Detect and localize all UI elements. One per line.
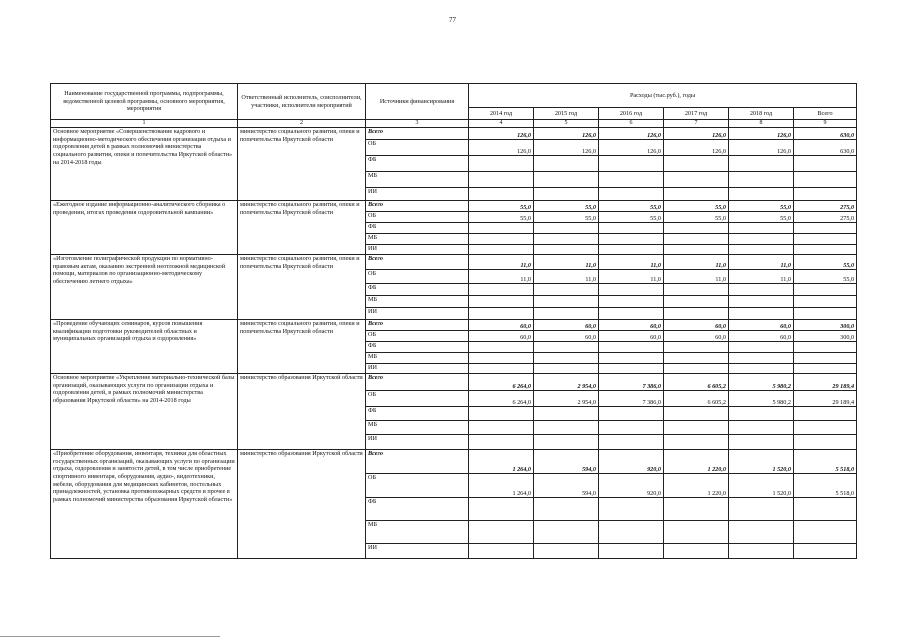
funding-source: ИИ <box>366 245 469 255</box>
funding-source: ФБ <box>366 223 469 234</box>
year-value-cell <box>534 308 599 320</box>
total-value-cell: 300,0 <box>794 320 857 331</box>
funding-source: ФБ <box>366 156 469 172</box>
funding-source: Всего <box>366 128 469 140</box>
activity-executor: министерство образования Иркутской области <box>238 374 366 450</box>
column-number: 4 <box>469 120 534 128</box>
total-value-cell <box>794 296 857 308</box>
year-value-cell: 60,0 <box>729 331 794 342</box>
table-row <box>51 128 857 140</box>
year-value-cell <box>664 544 729 559</box>
year-value-cell <box>534 188 599 201</box>
year-value-cell: 920,0 <box>599 450 664 474</box>
year-value-cell: 55,0 <box>664 201 729 212</box>
year-value-cell: 126,0 <box>534 140 599 156</box>
activity-name: «Проведение обучающих семинаров, курсов повышения квалификации подготовки руководителей областных и муниципальных организаций отдыха и оздоровления» <box>51 320 238 374</box>
year-value-cell <box>729 498 794 521</box>
total-value-cell: 55,0 <box>794 270 857 284</box>
year-value-cell: 1 220,0 <box>664 450 729 474</box>
year-value-cell <box>599 308 664 320</box>
year-value-cell <box>664 245 729 255</box>
year-value-cell: 55,0 <box>599 201 664 212</box>
year-value-cell: 55,0 <box>534 212 599 223</box>
header-year: 2015 год <box>534 108 599 120</box>
header-year: 2016 год <box>599 108 664 120</box>
header-year: 2018 год <box>729 108 794 120</box>
year-value-cell <box>599 296 664 308</box>
year-value-cell <box>729 308 794 320</box>
year-value-cell <box>729 245 794 255</box>
year-value-cell: 55,0 <box>729 212 794 223</box>
activity-executor: министерство социального развития, опеки и попечительства Иркутской области <box>238 128 366 201</box>
total-value-cell: 630,0 <box>794 140 857 156</box>
year-value-cell: 11,0 <box>469 255 534 270</box>
table-row <box>51 255 857 270</box>
year-value-cell: 594,0 <box>534 474 599 498</box>
table-row <box>51 201 857 212</box>
year-value-cell <box>469 223 534 234</box>
table-row <box>51 374 857 391</box>
year-value-cell <box>534 172 599 188</box>
funding-source: ОБ <box>366 212 469 223</box>
year-value-cell <box>469 421 534 435</box>
column-number: 7 <box>664 120 729 128</box>
header-source: Источники финансирования <box>366 84 469 120</box>
year-value-cell <box>534 234 599 245</box>
year-value-cell: 1 520,0 <box>729 450 794 474</box>
year-value-cell <box>664 364 729 374</box>
year-value-cell: 11,0 <box>664 270 729 284</box>
funding-source: ИИ <box>366 308 469 320</box>
year-value-cell: 7 386,0 <box>599 391 664 407</box>
activity-executor: министерство социального развития, опеки и попечительства Иркутской области <box>238 255 366 320</box>
year-value-cell <box>664 435 729 450</box>
year-value-cell <box>534 353 599 364</box>
year-value-cell: 60,0 <box>729 320 794 331</box>
year-value-cell <box>469 308 534 320</box>
year-value-cell <box>599 353 664 364</box>
year-value-cell: 55,0 <box>729 201 794 212</box>
table-row <box>51 450 857 474</box>
year-value-cell: 55,0 <box>534 201 599 212</box>
year-value-cell: 60,0 <box>534 320 599 331</box>
year-value-cell <box>534 245 599 255</box>
year-value-cell <box>469 156 534 172</box>
year-value-cell: 60,0 <box>469 331 534 342</box>
year-value-cell: 1 520,0 <box>729 474 794 498</box>
year-value-cell: 11,0 <box>534 270 599 284</box>
year-value-cell <box>729 296 794 308</box>
year-value-cell <box>664 188 729 201</box>
funding-source: ОБ <box>366 331 469 342</box>
header-year: 2017 год <box>664 108 729 120</box>
year-value-cell: 11,0 <box>469 270 534 284</box>
year-value-cell: 6 264,0 <box>469 391 534 407</box>
year-value-cell <box>664 421 729 435</box>
total-value-cell <box>794 407 857 421</box>
funding-source: ФБ <box>366 342 469 353</box>
column-number: 6 <box>599 120 664 128</box>
column-number: 3 <box>366 120 469 128</box>
year-value-cell: 126,0 <box>729 128 794 140</box>
table-row <box>51 320 857 331</box>
year-value-cell <box>729 421 794 435</box>
activity-executor: министерство образования Иркутской области <box>238 450 366 559</box>
year-value-cell <box>599 407 664 421</box>
total-value-cell: 630,0 <box>794 128 857 140</box>
year-value-cell: 6 264,0 <box>469 374 534 391</box>
year-value-cell <box>599 544 664 559</box>
total-value-cell: 5 518,0 <box>794 474 857 498</box>
year-value-cell <box>534 421 599 435</box>
year-value-cell: 11,0 <box>534 255 599 270</box>
year-value-cell: 126,0 <box>469 128 534 140</box>
year-value-cell <box>664 172 729 188</box>
total-value-cell: 29 189,4 <box>794 391 857 407</box>
year-value-cell: 126,0 <box>469 140 534 156</box>
year-value-cell: 11,0 <box>599 270 664 284</box>
year-value-cell: 1 264,0 <box>469 450 534 474</box>
activity-name: «Приобретение оборудования, инвентаря, техники для областных государственных организаций, оказывающих услуги по организации отдыха, оздоровления и занятости детей, в том числе приобретение спортивного инвентаря, оборудования, аудио-, видеотехники, мебели, оборудования для медицинских кабинетов, постельных принадлежностей, установка противопожарных средств и прочее в рамках полномочий министерства образования Иркутской области» <box>51 450 238 559</box>
year-value-cell: 60,0 <box>599 320 664 331</box>
year-value-cell <box>729 234 794 245</box>
year-value-cell <box>729 521 794 544</box>
year-value-cell: 60,0 <box>534 331 599 342</box>
year-value-cell <box>664 284 729 296</box>
year-value-cell <box>534 156 599 172</box>
funding-source: ФБ <box>366 407 469 421</box>
year-value-cell <box>729 435 794 450</box>
year-value-cell <box>469 296 534 308</box>
funding-source: МБ <box>366 521 469 544</box>
year-value-cell: 1 264,0 <box>469 474 534 498</box>
year-value-cell: 2 954,0 <box>534 391 599 407</box>
activity-name: Основное мероприятие «Совершенствование кадрового и информационно-методического обеспечения организации отдыха и оздоровления детей в рамках полномочий министерства социального развития, опеки и попечительства Иркутской области» на 2014-2018 годы <box>51 128 238 201</box>
year-value-cell: 60,0 <box>599 331 664 342</box>
header-executor: Ответственный исполнитель, соисполнители, участники, исполнители мероприятий <box>238 84 366 120</box>
total-value-cell: 5 518,0 <box>794 450 857 474</box>
year-value-cell <box>599 342 664 353</box>
year-value-cell <box>729 188 794 201</box>
total-value-cell: 275,0 <box>794 201 857 212</box>
funding-source: ОБ <box>366 474 469 498</box>
column-number: 1 <box>51 120 238 128</box>
funding-source: Всего <box>366 450 469 474</box>
year-value-cell <box>729 544 794 559</box>
year-value-cell: 11,0 <box>599 255 664 270</box>
year-value-cell: 11,0 <box>664 255 729 270</box>
funding-source: ФБ <box>366 498 469 521</box>
column-number: 2 <box>238 120 366 128</box>
year-value-cell <box>599 172 664 188</box>
year-value-cell <box>534 498 599 521</box>
year-value-cell <box>729 284 794 296</box>
year-value-cell <box>469 498 534 521</box>
funding-source: Всего <box>366 374 469 391</box>
year-value-cell <box>729 364 794 374</box>
year-value-cell <box>469 544 534 559</box>
header-expenses: Расходы (тыс.руб.), годы <box>469 84 857 108</box>
year-value-cell <box>664 342 729 353</box>
scan-edge-line <box>0 636 220 637</box>
year-value-cell: 1 220,0 <box>664 474 729 498</box>
year-value-cell <box>599 435 664 450</box>
year-value-cell: 126,0 <box>599 140 664 156</box>
page-number: 77 <box>449 16 456 24</box>
year-value-cell: 126,0 <box>534 128 599 140</box>
activity-name: «Ежегодное издание информационно-аналитического сборника о проведении, итогах проведения оздоровительной кампании» <box>51 201 238 255</box>
column-number: 8 <box>729 120 794 128</box>
funding-source: ОБ <box>366 391 469 407</box>
year-value-cell <box>599 498 664 521</box>
total-value-cell <box>794 544 857 559</box>
year-value-cell <box>729 407 794 421</box>
year-value-cell <box>469 353 534 364</box>
year-value-cell: 126,0 <box>599 128 664 140</box>
year-value-cell <box>729 172 794 188</box>
year-value-cell <box>534 223 599 234</box>
funding-source: МБ <box>366 296 469 308</box>
funding-source: ОБ <box>366 270 469 284</box>
year-value-cell <box>469 364 534 374</box>
year-value-cell <box>534 296 599 308</box>
year-value-cell <box>469 435 534 450</box>
year-value-cell <box>534 435 599 450</box>
total-value-cell <box>794 188 857 201</box>
header-year: 2014 год <box>469 108 534 120</box>
year-value-cell: 6 605,2 <box>664 391 729 407</box>
total-value-cell <box>794 498 857 521</box>
funding-source: МБ <box>366 353 469 364</box>
total-value-cell: 29 189,4 <box>794 374 857 391</box>
year-value-cell: 920,0 <box>599 474 664 498</box>
total-value-cell: 275,0 <box>794 212 857 223</box>
total-value-cell <box>794 521 857 544</box>
total-value-cell <box>794 284 857 296</box>
activity-name: Основное мероприятие «Укрепление материально-технической базы организаций, оказывающих услуги по организации отдыха и оздоровления детей, в рамках полномочий министерства образования Иркутской области» на 2014-2018 годы <box>51 374 238 450</box>
funding-source: Всего <box>366 320 469 331</box>
total-value-cell <box>794 421 857 435</box>
funding-source: ОБ <box>366 140 469 156</box>
year-value-cell <box>664 156 729 172</box>
total-value-cell <box>794 223 857 234</box>
funding-source: МБ <box>366 234 469 245</box>
activity-name: «Изготовление полиграфической продукции по нормативно-правовым актам, оказанию экстренной неотложной медицинской помощи, материалов по организационно-методическому обеспечению летнего отдыха» <box>51 255 238 320</box>
year-value-cell <box>599 284 664 296</box>
year-value-cell <box>664 521 729 544</box>
year-value-cell <box>599 223 664 234</box>
year-value-cell <box>664 353 729 364</box>
year-value-cell <box>664 498 729 521</box>
total-value-cell <box>794 245 857 255</box>
funding-source: МБ <box>366 172 469 188</box>
year-value-cell: 594,0 <box>534 450 599 474</box>
header-total: Всего <box>794 108 857 120</box>
year-value-cell <box>469 245 534 255</box>
year-value-cell <box>664 296 729 308</box>
year-value-cell: 60,0 <box>664 320 729 331</box>
budget-table <box>50 83 857 559</box>
year-value-cell: 126,0 <box>729 140 794 156</box>
year-value-cell: 60,0 <box>664 331 729 342</box>
total-value-cell: 55,0 <box>794 255 857 270</box>
year-value-cell <box>729 342 794 353</box>
column-number: 5 <box>534 120 599 128</box>
year-value-cell <box>469 407 534 421</box>
year-value-cell <box>664 308 729 320</box>
column-number: 9 <box>794 120 857 128</box>
funding-source: Всего <box>366 255 469 270</box>
year-value-cell <box>599 156 664 172</box>
year-value-cell <box>534 342 599 353</box>
year-value-cell: 126,0 <box>664 140 729 156</box>
funding-source: ИИ <box>366 364 469 374</box>
year-value-cell <box>469 172 534 188</box>
year-value-cell <box>664 407 729 421</box>
year-value-cell: 6 605,2 <box>664 374 729 391</box>
year-value-cell <box>534 544 599 559</box>
year-value-cell: 55,0 <box>469 212 534 223</box>
year-value-cell <box>664 223 729 234</box>
activity-executor: министерство социального развития, опеки и попечительства Иркутской области <box>238 320 366 374</box>
year-value-cell <box>534 407 599 421</box>
total-value-cell <box>794 435 857 450</box>
funding-source: ФБ <box>366 284 469 296</box>
total-value-cell <box>794 156 857 172</box>
total-value-cell <box>794 364 857 374</box>
year-value-cell <box>729 353 794 364</box>
total-value-cell <box>794 353 857 364</box>
year-value-cell: 5 980,2 <box>729 374 794 391</box>
year-value-cell <box>664 234 729 245</box>
year-value-cell: 5 980,2 <box>729 391 794 407</box>
year-value-cell <box>729 156 794 172</box>
year-value-cell <box>469 521 534 544</box>
year-value-cell <box>729 223 794 234</box>
year-value-cell <box>599 188 664 201</box>
year-value-cell: 55,0 <box>599 212 664 223</box>
total-value-cell <box>794 234 857 245</box>
activity-executor: министерство социального развития, опеки и попечительства Иркутской области <box>238 201 366 255</box>
year-value-cell: 55,0 <box>469 201 534 212</box>
total-value-cell <box>794 172 857 188</box>
year-value-cell: 7 386,0 <box>599 374 664 391</box>
year-value-cell: 2 954,0 <box>534 374 599 391</box>
header-name: Наименование государственной программы, подпрограммы, ведомственной целевой программы, основного мероприятия, мероприятия <box>51 84 238 120</box>
year-value-cell: 55,0 <box>664 212 729 223</box>
year-value-cell <box>534 521 599 544</box>
total-value-cell: 300,0 <box>794 331 857 342</box>
year-value-cell <box>599 364 664 374</box>
year-value-cell: 60,0 <box>469 320 534 331</box>
funding-source: Всего <box>366 201 469 212</box>
funding-source: МБ <box>366 421 469 435</box>
year-value-cell <box>599 234 664 245</box>
funding-source: ИИ <box>366 435 469 450</box>
funding-source: ИИ <box>366 544 469 559</box>
year-value-cell: 126,0 <box>664 128 729 140</box>
year-value-cell <box>534 284 599 296</box>
total-value-cell <box>794 342 857 353</box>
funding-source: ИИ <box>366 188 469 201</box>
budget-table-body <box>51 128 857 559</box>
total-value-cell <box>794 308 857 320</box>
year-value-cell <box>599 421 664 435</box>
year-value-cell <box>469 188 534 201</box>
year-value-cell: 11,0 <box>729 270 794 284</box>
year-value-cell <box>534 364 599 374</box>
year-value-cell: 11,0 <box>729 255 794 270</box>
year-value-cell <box>599 245 664 255</box>
year-value-cell <box>469 234 534 245</box>
year-value-cell <box>469 342 534 353</box>
year-value-cell <box>469 284 534 296</box>
year-value-cell <box>599 521 664 544</box>
